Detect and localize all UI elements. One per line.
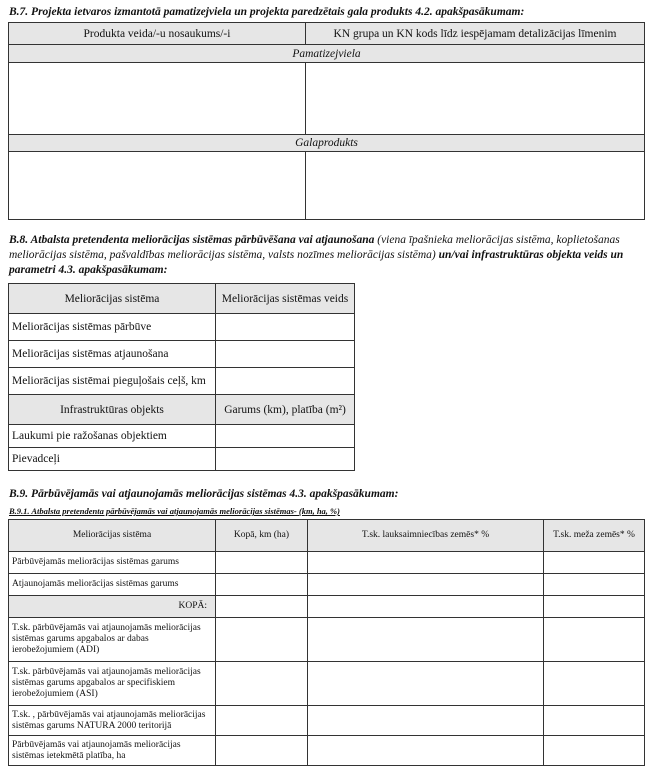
b9-row-adi: T.sk. pārbūvējamās vai atjaunojamās meliorācijas sistēmas garums apgabalos ar dabas ierobežojumiem (ADI) (9, 618, 216, 662)
b9-cell[interactable] (308, 706, 544, 736)
b9-cell[interactable] (216, 574, 308, 596)
b8-row-road: Meliorācijas sistēmai pieguļošais ceļš, km (9, 368, 216, 395)
b9-col-agri: T.sk. lauksaimniecības zemēs* % (308, 520, 544, 552)
b9-cell[interactable] (216, 618, 308, 662)
b7-col-kn-code: KN grupa un KN kods līdz iespējamam detalizācijas līmenim (306, 23, 645, 45)
b7-heading: B.7. Projekta ietvaros izmantotā pamatizejviela un projekta paredzētais gala produkts 4.2. apakšpasākumam: (9, 6, 525, 18)
b9-cell[interactable] (216, 596, 308, 618)
b9-cell[interactable] (544, 662, 645, 706)
b8-row-renew: Meliorācijas sistēmas atjaunošana (9, 341, 216, 368)
b9-col-system: Meliorācijas sistēma (9, 520, 216, 552)
b9-cell[interactable] (216, 552, 308, 574)
b8-row-rebuild: Meliorācijas sistēmas pārbūve (9, 314, 216, 341)
b9-table (8, 519, 645, 766)
b9-cell[interactable] (544, 736, 645, 766)
b8-col-infrastructure: Infrastruktūras objekts (9, 395, 216, 425)
b9-cell[interactable] (308, 596, 544, 618)
b9-cell[interactable] (308, 552, 544, 574)
b8-row-production-sites: Laukumi pie ražošanas objektiem (9, 425, 216, 448)
b7-final-product-kn-cell[interactable] (306, 152, 645, 220)
b9-row-rebuild-length: Pārbūvējamās meliorācijas sistēmas garums (9, 552, 216, 574)
b7-sub-raw-material: Pamatizejviela (9, 45, 645, 63)
b8-row-production-sites-value[interactable] (216, 425, 355, 448)
b7-col-product-name: Produkta veida/-u nosaukums/-i (9, 23, 306, 45)
b8-row-access-roads-value[interactable] (216, 448, 355, 471)
b9-col-forest: T.sk. meža zemēs* % (544, 520, 645, 552)
b9-cell[interactable] (308, 736, 544, 766)
b9-cell[interactable] (216, 736, 308, 766)
b9-cell[interactable] (216, 706, 308, 736)
b8-table (8, 283, 355, 471)
b8-heading-italic: (viena īpašnieka meliorācijas sistēma, koplietošanas meliorācijas sistēma, pašvaldības meliorācijas sistēma, valsts nozīmes meliorācijas sistēma) (9, 234, 620, 261)
b9-1-subheading: B.9.1. Atbalsta pretendenta pārbūvējamās vai atjaunojamās meliorācijas sistēmas- (km, ha, %) (9, 506, 340, 516)
b8-heading-tail: un/vai infrastruktūras objekta veids un parametri 4.3. apakšpasākumam: (9, 249, 624, 276)
b9-row-total: KOPĀ: (9, 596, 216, 618)
b7-raw-material-kn-cell[interactable] (306, 63, 645, 135)
b8-col-length-area: Garums (km), platība (m²) (216, 395, 355, 425)
b8-row-renew-value[interactable] (216, 341, 355, 368)
b9-cell[interactable] (544, 574, 645, 596)
b9-row-asi: T.sk. pārbūvējamās vai atjaunojamās meliorācijas sistēmas garums apgabalos ar specifiskiem ierobežojumiem (ASI) (9, 662, 216, 706)
b7-table (8, 22, 645, 220)
b9-heading: B.9. Pārbūvējamās vai atjaunojamās meliorācijas sistēmas 4.3. apakšpasākumam: (9, 488, 399, 500)
b7-final-product-name-cell[interactable] (9, 152, 306, 220)
b9-cell[interactable] (544, 552, 645, 574)
b9-cell[interactable] (216, 662, 308, 706)
b7-raw-material-name-cell[interactable] (9, 63, 306, 135)
b8-row-road-value[interactable] (216, 368, 355, 395)
b7-sub-final-product: Galaprodukts (9, 135, 645, 152)
b9-row-affected-area: Pārbūvējamās vai atjaunojamās meliorācijas sistēmas ietekmētā platība, ha (9, 736, 216, 766)
b9-cell[interactable] (544, 706, 645, 736)
b9-row-natura: T.sk. , pārbūvējamās vai atjaunojamās meliorācijas sistēmas garums NATURA 2000 teritorijā (9, 706, 216, 736)
b8-heading-bold: B.8. Atbalsta pretendenta meliorācijas sistēmas pārbūvēšana vai atjaunošana (9, 234, 375, 246)
b8-row-access-roads: Pievadceļi (9, 448, 216, 471)
b9-cell[interactable] (544, 596, 645, 618)
b8-col-system: Meliorācijas sistēma (9, 284, 216, 314)
b8-col-system-type: Meliorācijas sistēmas veids (216, 284, 355, 314)
b8-row-rebuild-value[interactable] (216, 314, 355, 341)
b9-cell[interactable] (308, 618, 544, 662)
b9-cell[interactable] (544, 618, 645, 662)
b9-col-total: Kopā, km (ha) (216, 520, 308, 552)
b9-cell[interactable] (308, 662, 544, 706)
b8-heading (9, 233, 645, 278)
b9-row-renew-length: Atjaunojamās meliorācijas sistēmas garums (9, 574, 216, 596)
b9-cell[interactable] (308, 574, 544, 596)
